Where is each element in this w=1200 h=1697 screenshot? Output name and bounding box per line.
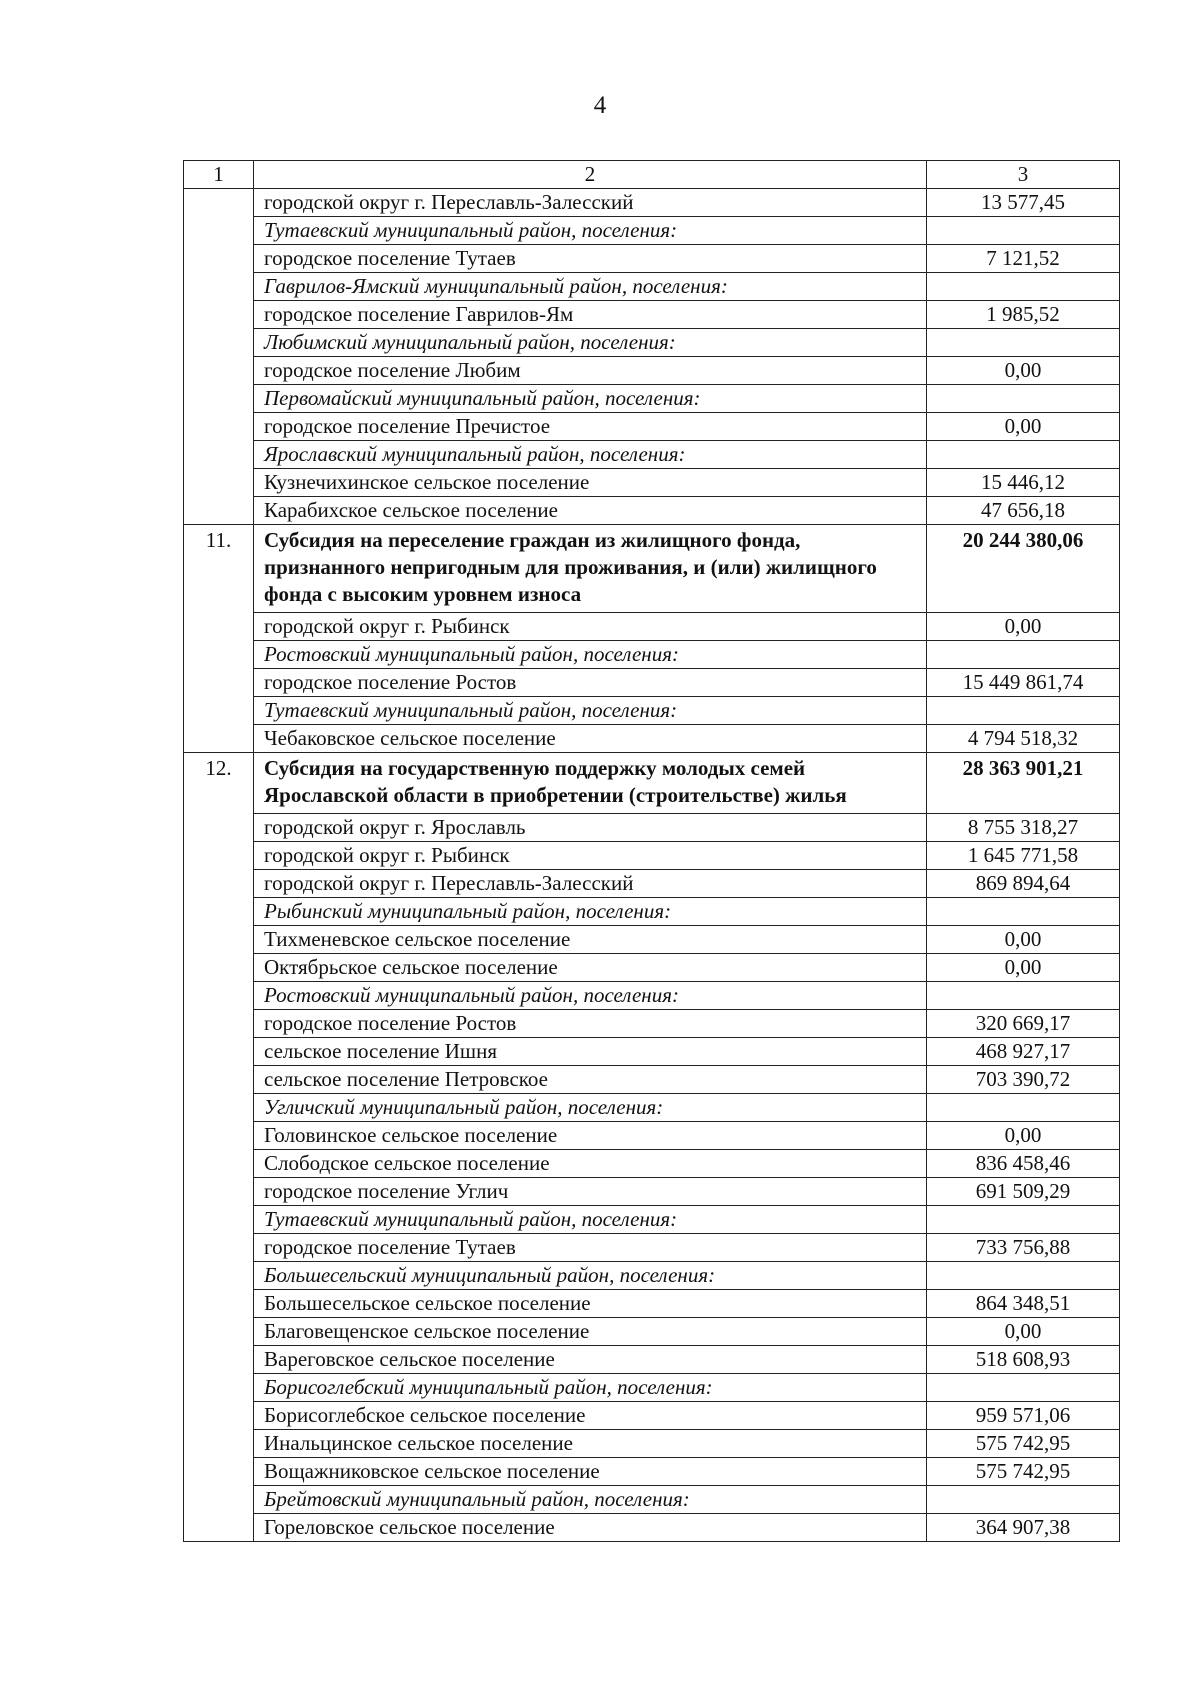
table-row — [184, 954, 1120, 982]
district-heading: Угличский муниципальный район, поселения: — [254, 1094, 927, 1122]
amount-cell — [927, 1094, 1120, 1122]
amount-cell — [927, 1206, 1120, 1234]
table-row — [184, 413, 1120, 441]
table-row — [184, 1066, 1120, 1094]
table-row — [184, 1122, 1120, 1150]
table-row — [184, 870, 1120, 898]
amount-cell: 959 571,06 — [927, 1402, 1120, 1430]
district-heading-row — [184, 1094, 1120, 1122]
amount-cell: 864 348,51 — [927, 1290, 1120, 1318]
table-row — [184, 497, 1120, 525]
settlement-name: городское поселение Тутаев — [254, 1234, 927, 1262]
amount-cell: 836 458,46 — [927, 1150, 1120, 1178]
settlement-name: Головинское сельское поселение — [254, 1122, 927, 1150]
amount-cell — [927, 1262, 1120, 1290]
settlement-name: Карабихское сельское поселение — [254, 497, 927, 525]
settlement-name: Вареговское сельское поселение — [254, 1346, 927, 1374]
settlement-name: городское поселение Ростов — [254, 669, 927, 697]
amount-cell — [927, 697, 1120, 725]
district-heading-row — [184, 385, 1120, 413]
table-row — [184, 301, 1120, 329]
district-heading: Любимский муниципальный район, поселения: — [254, 329, 927, 357]
amount-cell: 468 927,17 — [927, 1038, 1120, 1066]
district-heading: Тутаевский муниципальный район, поселения: — [254, 217, 927, 245]
district-heading-row — [184, 329, 1120, 357]
amount-cell: 8 755 318,27 — [927, 814, 1120, 842]
district-heading-row — [184, 1486, 1120, 1514]
district-heading-row — [184, 898, 1120, 926]
table-row — [184, 1234, 1120, 1262]
district-heading: Большесельский муниципальный район, поселения: — [254, 1262, 927, 1290]
table-row — [184, 1514, 1120, 1542]
settlement-name: Борисоглебское сельское поселение — [254, 1402, 927, 1430]
table-row — [184, 1150, 1120, 1178]
section-title: Субсидия на государственную поддержку молодых семей Ярославской области в приобретении (строительстве) жилья — [254, 753, 927, 814]
amount-cell: 0,00 — [927, 926, 1120, 954]
settlement-name: Кузнечихинское сельское поселение — [254, 469, 927, 497]
amount-cell: 575 742,95 — [927, 1430, 1120, 1458]
table-row — [184, 926, 1120, 954]
table-row — [184, 1038, 1120, 1066]
district-heading-row — [184, 217, 1120, 245]
district-heading-row — [184, 697, 1120, 725]
settlement-name: Тихменевское сельское поселение — [254, 926, 927, 954]
table-row — [184, 1430, 1120, 1458]
amount-cell: 703 390,72 — [927, 1066, 1120, 1094]
amount-cell: 691 509,29 — [927, 1178, 1120, 1206]
header-col-3: 3 — [927, 161, 1120, 189]
district-heading-row — [184, 641, 1120, 669]
amount-cell: 869 894,64 — [927, 870, 1120, 898]
header-col-2: 2 — [254, 161, 927, 189]
amount-cell: 15 449 861,74 — [927, 669, 1120, 697]
amount-cell — [927, 1374, 1120, 1402]
amount-cell — [927, 385, 1120, 413]
settlement-name: Большесельское сельское поселение — [254, 1290, 927, 1318]
page-number: 4 — [593, 92, 607, 119]
settlement-name: Чебаковское сельское поселение — [254, 725, 927, 753]
table-row — [184, 814, 1120, 842]
settlement-name: городской округ г. Переславль-Залесский — [254, 189, 927, 217]
table-row — [184, 1290, 1120, 1318]
amount-cell — [927, 898, 1120, 926]
district-heading-row — [184, 1262, 1120, 1290]
settlement-name: Слободское сельское поселение — [254, 1150, 927, 1178]
settlement-name: городское поселение Тутаев — [254, 245, 927, 273]
settlement-name: Гореловское сельское поселение — [254, 1514, 927, 1542]
district-heading: Тутаевский муниципальный район, поселения: — [254, 697, 927, 725]
district-heading: Ярославский муниципальный район, поселения: — [254, 441, 927, 469]
subsidy-table — [183, 160, 1120, 1542]
section-header-row — [184, 525, 1120, 613]
amount-cell: 320 669,17 — [927, 1010, 1120, 1038]
settlement-name: городской округ г. Рыбинск — [254, 842, 927, 870]
settlement-name: городской округ г. Ярославль — [254, 814, 927, 842]
amount-cell: 0,00 — [927, 413, 1120, 441]
district-heading-row — [184, 273, 1120, 301]
district-heading: Рыбинский муниципальный район, поселения: — [254, 898, 927, 926]
amount-cell: 0,00 — [927, 1122, 1120, 1150]
table-header-row — [184, 161, 1120, 189]
amount-cell — [927, 641, 1120, 669]
table-row — [184, 1010, 1120, 1038]
table-row — [184, 669, 1120, 697]
district-heading: Борисоглебский муниципальный район, поселения: — [254, 1374, 927, 1402]
amount-cell: 13 577,45 — [927, 189, 1120, 217]
amount-cell: 15 446,12 — [927, 469, 1120, 497]
amount-cell: 364 907,38 — [927, 1514, 1120, 1542]
district-heading: Тутаевский муниципальный район, поселения: — [254, 1206, 927, 1234]
section-header-row — [184, 753, 1120, 814]
settlement-name: городское поселение Углич — [254, 1178, 927, 1206]
table-row — [184, 189, 1120, 217]
settlement-name: сельское поселение Петровское — [254, 1066, 927, 1094]
amount-cell — [927, 441, 1120, 469]
amount-cell — [927, 217, 1120, 245]
settlement-name: городское поселение Ростов — [254, 1010, 927, 1038]
amount-cell: 0,00 — [927, 1318, 1120, 1346]
table-row — [184, 842, 1120, 870]
amount-cell: 4 794 518,32 — [927, 725, 1120, 753]
table-row — [184, 469, 1120, 497]
amount-cell: 1 645 771,58 — [927, 842, 1120, 870]
header-col-1: 1 — [184, 161, 254, 189]
amount-cell: 0,00 — [927, 613, 1120, 641]
amount-cell: 1 985,52 — [927, 301, 1120, 329]
table-row — [184, 725, 1120, 753]
section-total: 28 363 901,21 — [927, 753, 1120, 814]
settlement-name: Благовещенское сельское поселение — [254, 1318, 927, 1346]
district-heading-row — [184, 1206, 1120, 1234]
amount-cell: 7 121,52 — [927, 245, 1120, 273]
amount-cell: 47 656,18 — [927, 497, 1120, 525]
district-heading-row — [184, 441, 1120, 469]
table-row — [184, 357, 1120, 385]
amount-cell: 575 742,95 — [927, 1458, 1120, 1486]
district-heading: Брейтовский муниципальный район, поселения: — [254, 1486, 927, 1514]
settlement-name: Октябрьское сельское поселение — [254, 954, 927, 982]
section-number: 12. — [184, 753, 254, 1542]
table-row — [184, 1402, 1120, 1430]
table-row — [184, 1318, 1120, 1346]
section-total: 20 244 380,06 — [927, 525, 1120, 613]
table-row — [184, 1458, 1120, 1486]
settlement-name: Инальцинское сельское поселение — [254, 1430, 927, 1458]
amount-cell: 0,00 — [927, 954, 1120, 982]
settlement-name: сельское поселение Ишня — [254, 1038, 927, 1066]
amount-cell — [927, 1486, 1120, 1514]
section-title: Субсидия на переселение граждан из жилищного фонда, признанного непригодным для проживания, и (или) жилищного фонда с высоким уровнем износа — [254, 525, 927, 613]
district-heading-row — [184, 982, 1120, 1010]
amount-cell: 518 608,93 — [927, 1346, 1120, 1374]
settlement-name: городской округ г. Рыбинск — [254, 613, 927, 641]
district-heading-row — [184, 1374, 1120, 1402]
table-row — [184, 613, 1120, 641]
district-heading: Первомайский муниципальный район, поселения: — [254, 385, 927, 413]
section-number: 11. — [184, 525, 254, 753]
amount-cell — [927, 982, 1120, 1010]
amount-cell — [927, 329, 1120, 357]
section-number — [184, 189, 254, 525]
settlement-name: городское поселение Пречистое — [254, 413, 927, 441]
table-row — [184, 245, 1120, 273]
amount-cell: 733 756,88 — [927, 1234, 1120, 1262]
settlement-name: городской округ г. Переславль-Залесский — [254, 870, 927, 898]
district-heading: Ростовский муниципальный район, поселения: — [254, 982, 927, 1010]
amount-cell — [927, 273, 1120, 301]
settlement-name: городское поселение Любим — [254, 357, 927, 385]
district-heading: Ростовский муниципальный район, поселения: — [254, 641, 927, 669]
district-heading: Гаврилов-Ямский муниципальный район, поселения: — [254, 273, 927, 301]
table-row — [184, 1346, 1120, 1374]
settlement-name: Вощажниковское сельское поселение — [254, 1458, 927, 1486]
table-row — [184, 1178, 1120, 1206]
amount-cell: 0,00 — [927, 357, 1120, 385]
settlement-name: городское поселение Гаврилов-Ям — [254, 301, 927, 329]
